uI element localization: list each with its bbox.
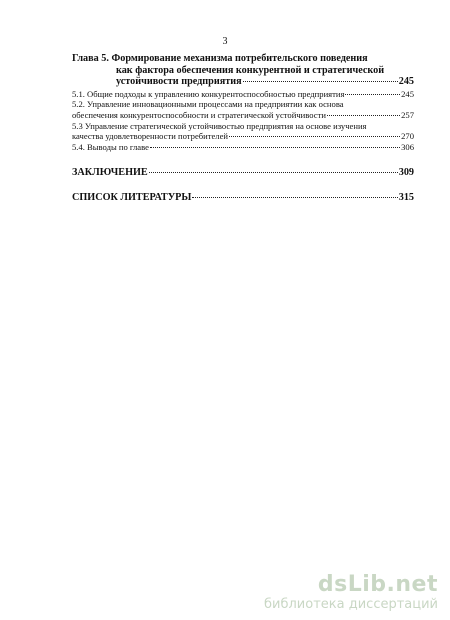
table-of-contents <box>72 53 414 204</box>
toc-entry-5-1-page: 245 <box>401 88 414 99</box>
dot-leader <box>229 136 400 137</box>
dot-leader <box>327 115 400 116</box>
toc-entry-5-2 <box>72 99 414 120</box>
toc-entry-5-2-title-line-1: 5.2. Управление инновационными процессами на предприятии как основа <box>72 99 344 110</box>
dot-leader <box>345 94 400 95</box>
toc-entry-5-3-title-line-1: 5.3 Управление стратегической устойчивостью предприятия на основе изучения <box>72 120 367 131</box>
toc-entry-5-4-title: 5.4. Выводы по главе <box>72 141 149 152</box>
toc-entry-5-3 <box>72 121 414 142</box>
references-title: СПИСОК ЛИТЕРАТУРЫ <box>72 192 192 204</box>
chapter-5-title-line-3 <box>72 76 414 88</box>
chapter-5-page-number: 245 <box>398 76 414 88</box>
toc-entry-5-3-page: 270 <box>401 131 414 142</box>
watermark-tagline: библиотека диссертаций <box>264 597 438 612</box>
toc-entry-5-1-title: 5.1. Общие подходы к управлению конкурентоспособностью предприятия <box>72 88 345 99</box>
dot-leader <box>150 147 400 148</box>
dot-leader <box>149 172 398 173</box>
chapter-5-title-line-3-text: устойчивости предприятия <box>116 76 242 88</box>
watermark-brand: dsLib.net <box>317 572 438 597</box>
watermark <box>264 573 438 612</box>
toc-entry-references <box>72 192 414 204</box>
toc-entry-5-2-title-line-2: обеспечения конкурентоспособности и стратегической устойчивости <box>72 109 326 120</box>
toc-entry-5-2-page: 257 <box>401 109 414 120</box>
toc-entry-5-4-page: 306 <box>401 141 414 152</box>
toc-entry-5-4 <box>72 142 414 153</box>
page-number: 3 <box>222 36 228 47</box>
conclusion-page: 309 <box>398 167 414 179</box>
references-page: 315 <box>398 192 414 204</box>
toc-entry-5-1 <box>72 89 414 100</box>
dot-leader <box>243 81 398 82</box>
chapter-5-title-line-2: как фактора обеспечения конкурентной и стратегической <box>116 64 385 76</box>
conclusion-title: ЗАКЛЮЧЕНИЕ <box>72 167 148 179</box>
chapter-5-title-line-1: Глава 5. Формирование механизма потребительского поведения <box>72 53 368 64</box>
toc-entry-5-3-title-line-2: качества удовлетворенности потребителей <box>72 131 229 142</box>
toc-entry-conclusion <box>72 167 414 179</box>
chapter-5-heading <box>72 53 414 88</box>
dot-leader <box>192 197 397 198</box>
